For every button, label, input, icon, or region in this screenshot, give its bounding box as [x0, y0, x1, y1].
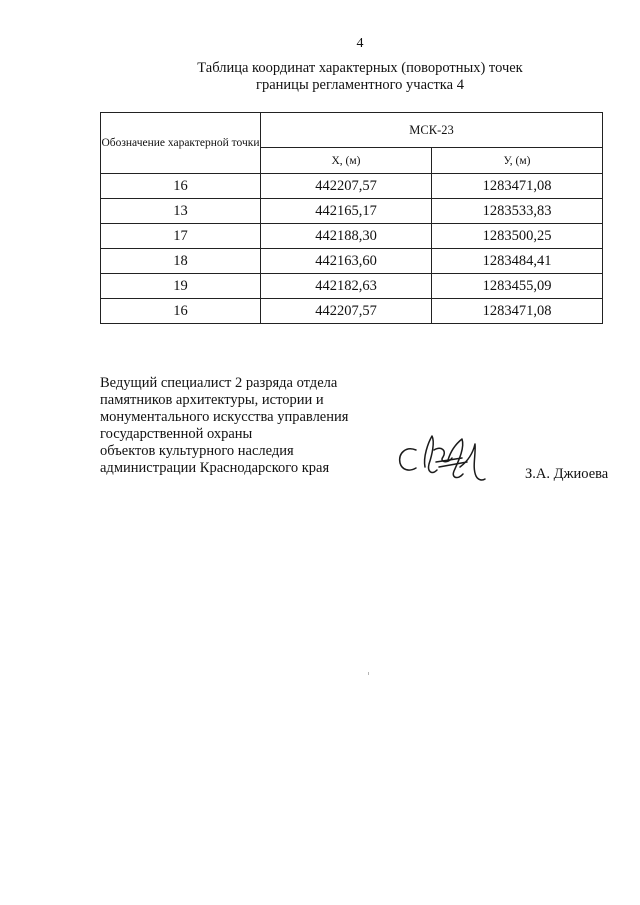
point-id-cell: 13	[101, 199, 261, 224]
point-id-cell: 16	[101, 174, 261, 199]
y-coordinate-cell: 1283484,41	[432, 249, 603, 274]
table-row	[101, 174, 603, 199]
table-row	[101, 299, 603, 324]
x-column-header: Х, (м)	[261, 148, 432, 174]
point-id-cell: 19	[101, 274, 261, 299]
y-coordinate-cell: 1283500,25	[432, 224, 603, 249]
point-id-cell: 16	[101, 299, 261, 324]
table-row	[101, 224, 603, 249]
title-line: границы регламентного участка 4	[256, 77, 464, 93]
handwritten-signature-icon	[392, 433, 488, 485]
y-coordinate-cell: 1283533,83	[432, 199, 603, 224]
y-coordinate-cell: 1283471,08	[432, 299, 603, 324]
x-coordinate-cell: 442188,30	[261, 224, 432, 249]
position-line: администрации Краснодарского края	[100, 460, 330, 476]
position-line: монументального искусства управления	[100, 409, 349, 425]
scan-speck	[368, 672, 369, 675]
position-line: Ведущий специалист 2 разряда отдела	[100, 375, 338, 391]
point-id-cell: 17	[101, 224, 261, 249]
table-row	[101, 249, 603, 274]
table-row	[101, 274, 603, 299]
x-coordinate-cell: 442182,63	[261, 274, 432, 299]
position-line: памятников архитектуры, истории и	[100, 392, 324, 408]
point-id-cell: 18	[101, 249, 261, 274]
designation-header: Обозначение характерной точки	[101, 113, 261, 174]
y-coordinate-cell: 1283455,09	[432, 274, 603, 299]
signatory-position	[100, 375, 400, 477]
title-line: Таблица координат характерных (поворотных) точек	[197, 60, 523, 76]
x-coordinate-cell: 442207,57	[261, 174, 432, 199]
position-line: государственной охраны	[100, 426, 253, 442]
x-coordinate-cell: 442163,60	[261, 249, 432, 274]
document-title	[100, 60, 620, 94]
y-column-header: У, (м)	[432, 148, 603, 174]
x-coordinate-cell: 442165,17	[261, 199, 432, 224]
page-number: 4	[356, 36, 364, 51]
y-coordinate-cell: 1283471,08	[432, 174, 603, 199]
position-line: объектов культурного наследия	[100, 443, 294, 459]
coordinates-table	[100, 112, 603, 324]
signer-name: З.А. Джиоева	[525, 466, 609, 482]
coordinate-system-header: МСК-23	[261, 113, 603, 148]
table-row	[101, 199, 603, 224]
x-coordinate-cell: 442207,57	[261, 299, 432, 324]
